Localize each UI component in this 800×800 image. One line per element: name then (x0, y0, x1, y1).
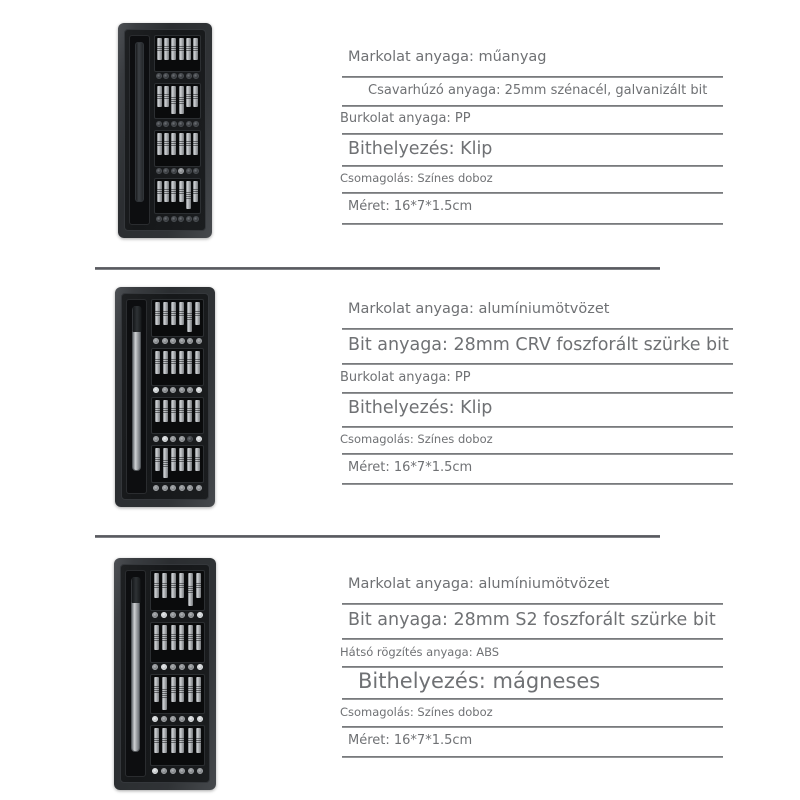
bit (195, 302, 200, 325)
bit-socket (170, 387, 176, 393)
spec-label: Burkolat anyaga: PP (340, 369, 471, 385)
bit (195, 448, 200, 471)
bit (179, 400, 184, 423)
socket-row (154, 119, 201, 128)
bit-socket (170, 768, 176, 774)
bit-group (150, 725, 205, 775)
bit-tray (151, 299, 204, 337)
bit (164, 181, 169, 203)
bit (186, 181, 191, 210)
bit (179, 677, 184, 702)
bit (179, 728, 184, 753)
spec-label: Csomagolás: Színes doboz (340, 704, 493, 719)
bit-socket (162, 436, 168, 442)
bit-socket (196, 485, 202, 491)
socket-row (154, 167, 201, 176)
bit (154, 625, 159, 650)
product-photo-container (0, 18, 330, 238)
bit (171, 38, 176, 60)
bit-socket (187, 436, 193, 442)
bit (196, 677, 201, 702)
bit (162, 625, 167, 650)
socket-row (154, 72, 201, 81)
spec-label: Markolat anyaga: alumíniumötvözet (348, 301, 610, 317)
bit (193, 38, 198, 60)
case-interior (120, 564, 210, 783)
bit-socket (153, 387, 159, 393)
bit (164, 133, 169, 155)
screwdriver-handle (135, 42, 144, 202)
bit (188, 677, 193, 702)
bit-socket (188, 612, 194, 618)
socket-row (151, 337, 204, 346)
bit (179, 86, 184, 115)
bit-tray (154, 178, 201, 215)
spec-label: Csavarhúzó anyaga: 25mm szénacél, galvanizált bit (368, 83, 708, 99)
bit (155, 448, 160, 471)
product-photo-container (0, 556, 330, 790)
bit-socket (161, 664, 167, 670)
bit-socket (161, 716, 167, 722)
spec-label: Bit anyaga: 28mm CRV foszforált szürke bit (348, 335, 729, 356)
screwdriver-bit-case-image (118, 23, 212, 238)
bit-socket (179, 716, 185, 722)
bit-socket (179, 485, 185, 491)
bit (164, 38, 169, 60)
bit-socket (188, 716, 194, 722)
bit-socket (170, 716, 176, 722)
bit-socket (170, 485, 176, 491)
bit (171, 351, 176, 374)
bit-group (150, 570, 205, 620)
bit-tray (150, 570, 205, 611)
bit-socket (156, 168, 162, 174)
bit-socket (163, 168, 169, 174)
bit (154, 677, 159, 702)
bit-socket (162, 338, 168, 344)
bit-socket (156, 216, 162, 222)
spec-row (330, 728, 778, 748)
bit-socket (170, 338, 176, 344)
bit-socket (153, 485, 159, 491)
screwdriver-bit-case-image (114, 558, 216, 790)
bit (193, 181, 198, 203)
bit-socket (170, 436, 176, 442)
bit (171, 86, 176, 115)
bit-socket (179, 664, 185, 670)
bit-socket (178, 216, 184, 222)
bit (188, 728, 193, 753)
bit (157, 133, 162, 155)
bit-socket (171, 121, 177, 127)
spec-label: Hátsó rögzítés anyaga: ABS (340, 644, 500, 659)
bit-group (151, 445, 204, 492)
bit-socket (153, 338, 159, 344)
bit (157, 86, 162, 108)
bit-socket (178, 121, 184, 127)
bit (195, 400, 200, 423)
spec-row (330, 330, 778, 354)
bit (193, 133, 198, 155)
socket-row (151, 386, 204, 395)
spec-label: Markolat anyaga: alumíniumötvözet (348, 576, 610, 592)
bit-socket (178, 73, 184, 79)
bit-socket (152, 664, 158, 670)
bit (179, 351, 184, 374)
bit (164, 86, 169, 108)
handle-slot (125, 570, 146, 777)
bit (171, 728, 176, 753)
bit (188, 625, 193, 650)
spec-rule (342, 756, 723, 758)
bit-socket (178, 168, 184, 174)
bit-tray (151, 348, 204, 386)
spec-row (330, 167, 778, 184)
bit-tray (154, 83, 201, 120)
section-divider (95, 535, 660, 538)
bit-socket (197, 664, 203, 670)
bit (162, 728, 167, 753)
spec-label: Csomagolás: Színes doboz (340, 431, 493, 446)
spec-list (330, 281, 800, 485)
bit (155, 302, 160, 325)
bit (179, 573, 184, 598)
bit-socket (163, 216, 169, 222)
bits-area (151, 299, 204, 494)
bit-socket (197, 716, 203, 722)
bit-group (151, 397, 204, 444)
bit-group (154, 83, 201, 129)
bit-socket (179, 338, 185, 344)
bit (163, 302, 168, 325)
bit-socket (171, 168, 177, 174)
bit-socket (193, 121, 199, 127)
bit-tray (151, 397, 204, 435)
bit-socket (162, 485, 168, 491)
bit-socket (188, 768, 194, 774)
bit (171, 573, 176, 598)
bit (179, 302, 184, 325)
bit-socket (171, 73, 177, 79)
product-variant-block (0, 281, 800, 513)
spec-label: Méret: 16*7*1.5cm (348, 198, 473, 214)
spec-row (330, 558, 778, 592)
bit-tray (150, 674, 205, 715)
spec-rule (342, 483, 733, 485)
spec-row (330, 640, 778, 658)
bit (162, 677, 167, 710)
bit-group (151, 299, 204, 346)
bit-socket (187, 338, 193, 344)
bit-socket (152, 612, 158, 618)
bit-socket (197, 612, 203, 618)
screwdriver-handle (131, 577, 140, 752)
bit (186, 86, 191, 108)
screwdriver-bit-case-image (115, 287, 215, 507)
bit-socket (187, 485, 193, 491)
bit-group (154, 130, 201, 176)
spec-row (330, 107, 778, 126)
bit (179, 448, 184, 471)
bit (157, 38, 162, 60)
spec-row (330, 605, 778, 629)
bit (162, 573, 167, 598)
section-divider (95, 267, 660, 270)
bit (171, 302, 176, 325)
bit (186, 38, 191, 60)
product-photo-container (0, 281, 330, 507)
bit-socket (196, 338, 202, 344)
bit-socket (161, 612, 167, 618)
bit (171, 448, 176, 471)
spec-row (330, 135, 778, 158)
bit-socket (156, 73, 162, 79)
bit-socket (186, 121, 192, 127)
bit (188, 573, 193, 606)
socket-row (150, 663, 205, 672)
bit (187, 302, 192, 332)
socket-row (151, 434, 204, 443)
bit-socket (170, 612, 176, 618)
bit (163, 351, 168, 374)
bit-group (154, 35, 201, 81)
bit-tray (150, 622, 205, 663)
bit (196, 625, 201, 650)
bit-socket (162, 387, 168, 393)
bit-socket (196, 436, 202, 442)
spec-row (330, 700, 778, 718)
bit (155, 351, 160, 374)
bit (157, 181, 162, 203)
bit-group (150, 674, 205, 724)
spec-row (330, 428, 778, 445)
bit-socket (197, 768, 203, 774)
spec-label: Bithelyezés: mágneses (358, 668, 601, 693)
bit (195, 351, 200, 374)
bit (196, 573, 201, 598)
bit (163, 400, 168, 423)
spec-row (330, 455, 778, 475)
bit-socket (186, 168, 192, 174)
bit-group (150, 622, 205, 672)
spec-label: Bithelyezés: Klip (348, 398, 493, 419)
bit (179, 625, 184, 650)
handle-slot (126, 299, 147, 494)
screwdriver-handle (132, 306, 141, 471)
spec-label: Csomagolás: Színes doboz (340, 170, 493, 185)
bit-socket (186, 73, 192, 79)
bit-socket (188, 664, 194, 670)
bit-socket (171, 216, 177, 222)
bit-tray (154, 35, 201, 72)
spec-label: Bithelyezés: Klip (348, 138, 493, 159)
bits-area (154, 35, 201, 225)
spec-label: Méret: 16*7*1.5cm (348, 459, 473, 475)
bit (171, 677, 176, 702)
bit-socket (179, 436, 185, 442)
case-interior (124, 29, 206, 231)
spec-label: Bit anyaga: 28mm S2 foszforált szürke bit (348, 610, 716, 631)
bit-socket (179, 387, 185, 393)
bit-socket (196, 387, 202, 393)
bit-socket (163, 121, 169, 127)
bit (154, 728, 159, 753)
bit (186, 133, 191, 155)
spec-label: Méret: 16*7*1.5cm (348, 732, 473, 748)
socket-row (150, 611, 205, 620)
bit-socket (187, 387, 193, 393)
bit (155, 400, 160, 423)
product-variant-block (0, 556, 800, 796)
bit-tray (154, 130, 201, 167)
bit-socket (161, 768, 167, 774)
bit-socket (170, 664, 176, 670)
bit (179, 38, 184, 60)
bit (171, 625, 176, 650)
spec-row (330, 668, 778, 692)
bit-socket (193, 216, 199, 222)
case-interior (121, 293, 209, 500)
bit-socket (179, 768, 185, 774)
bit-socket (179, 612, 185, 618)
bit (179, 181, 184, 203)
bit-tray (151, 445, 204, 483)
bit-socket (153, 436, 159, 442)
socket-row (150, 766, 205, 775)
bit-group (151, 348, 204, 395)
bit (171, 133, 176, 155)
spec-row (330, 283, 778, 317)
spec-list (330, 18, 800, 225)
bit-socket (156, 121, 162, 127)
bit (187, 400, 192, 423)
bit-socket (163, 73, 169, 79)
spec-row (330, 78, 778, 98)
bit (163, 448, 168, 478)
bit-socket (152, 716, 158, 722)
handle-slot (129, 35, 150, 225)
bit-socket (193, 73, 199, 79)
bit (154, 573, 159, 598)
socket-row (154, 214, 201, 223)
bit-socket (186, 216, 192, 222)
bit-tray (150, 725, 205, 766)
spec-row (330, 365, 778, 385)
spec-list (330, 556, 800, 758)
bit (171, 400, 176, 423)
product-variant-block (0, 18, 800, 250)
bit (196, 728, 201, 753)
bits-area (150, 570, 205, 777)
spec-rule (342, 223, 723, 225)
spec-row (330, 194, 778, 214)
bit (171, 181, 176, 203)
spec-row (330, 20, 778, 65)
bit-socket (193, 168, 199, 174)
bit (187, 351, 192, 374)
bit (187, 448, 192, 471)
socket-row (150, 714, 205, 723)
bit (179, 133, 184, 155)
bit-group (154, 178, 201, 224)
bit-socket (152, 768, 158, 774)
spec-row (330, 394, 778, 417)
spec-label: Burkolat anyaga: PP (340, 110, 471, 126)
spec-label: Markolat anyaga: műanyag (348, 49, 547, 65)
socket-row (151, 483, 204, 492)
bit (193, 86, 198, 108)
